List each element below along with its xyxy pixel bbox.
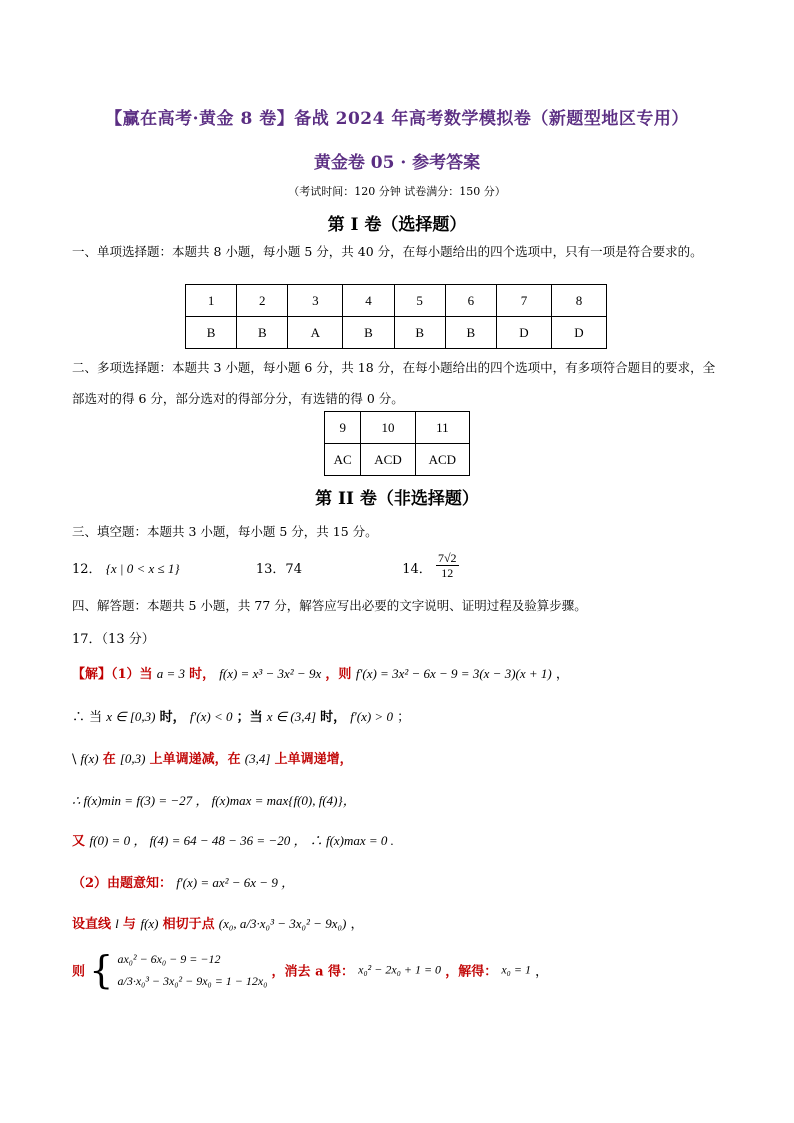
solution-text: ； [397, 710, 411, 725]
table-row [186, 285, 607, 317]
solution-line-2 [72, 706, 410, 725]
table-cell: B [343, 317, 394, 349]
exam-meta: （考试时间：120 分钟 试卷满分：150 分） [288, 185, 506, 198]
table-cell: 6 [445, 285, 496, 317]
solution-text: \ [72, 752, 81, 767]
table-cell: ACD [415, 444, 469, 476]
part1-heading: 第 I 卷（选择题） [327, 215, 467, 235]
solution-text: ；当 [236, 710, 263, 725]
solution-line-7 [72, 913, 363, 932]
solution-text: ， [535, 964, 549, 980]
solution-text: ∴ 当 [72, 710, 103, 725]
q14-denominator: 12 [441, 566, 454, 580]
math-expr: ∴ f(x)min = f(3) = −27 ， f(x)max = max{f(0), f(4)}， [72, 793, 356, 808]
solution-text: 相切于点 [162, 917, 215, 932]
math-expr: x ∈ [0,3) [106, 709, 156, 724]
table-cell: 1 [186, 285, 237, 317]
q14-numerator: 7√2 [437, 551, 457, 565]
table-row [325, 444, 470, 476]
system-brace: { [89, 948, 114, 992]
math-expr: f(x) = x³ − 3x² − 9x [219, 666, 322, 681]
solution-line-5 [72, 830, 394, 849]
multi-choice-table [324, 411, 470, 476]
table-cell: B [237, 317, 288, 349]
fill-answers [72, 551, 459, 580]
math-expr: a = 3 [156, 666, 185, 681]
math-expr: f′(x) < 0 [189, 709, 233, 724]
solve-intro: 四、解答题：本题共 5 小题，共 77 分，解答应写出必要的文字说明、证明过程及验算步骤。 [72, 598, 587, 613]
table-cell: B [445, 317, 496, 349]
solution-tag: 设直线 [72, 917, 112, 932]
math-expr: x ∈ (3,4] [266, 709, 316, 724]
part2-heading: 第 II 卷（非选择题） [315, 489, 479, 509]
single-choice-intro: 一、单项选择题：本题共 8 小题，每小题 5 分，共 40 分，在每小题给出的四个选项中，只有一项是符合要求的。 [72, 244, 703, 259]
q14-label: 14． [402, 562, 432, 577]
table-cell: ACD [361, 444, 415, 476]
fill-intro: 三、填空题：本题共 3 小题，每小题 5 分，共 15 分。 [72, 524, 378, 539]
math-expr: l [115, 916, 119, 931]
table-cell: 4 [343, 285, 394, 317]
solution-text: 则 [72, 964, 86, 980]
math-expr: x₀ = 1 [501, 962, 531, 977]
solution-tag: 【解】（1）当 [72, 667, 153, 682]
q14-fraction [436, 551, 459, 580]
table-row [325, 412, 470, 444]
q13-answer: 13．74 [255, 562, 302, 577]
math-expr: a/3·x₀³ − 3x₀² − 9x₀ = 1 − 12x₀ [117, 974, 268, 988]
table-cell: 3 [288, 285, 343, 317]
math-expr: (x₀, a/3·x₀³ − 3x₀² − 9x₀) [218, 916, 347, 931]
multi-choice-intro: 二、多项选择题：本题共 3 小题，每小题 6 分，共 18 分，在每小题给出的四个选项中，有多项符合题目的要求，全部选对的得 6 分，部分选对的得部分分，有选错的得 0 分。 [72, 360, 716, 406]
table-cell: B [186, 317, 237, 349]
solution-text: 上单调递增， [274, 752, 353, 767]
solution-text: 上单调递减，在 [149, 752, 241, 767]
table-cell: 9 [325, 412, 361, 444]
math-expr: (3,4] [244, 751, 271, 766]
table-cell: 8 [551, 285, 606, 317]
solution-text: 时， [189, 667, 216, 682]
math-expr: f′(x) = 3x² − 6x − 9 = 3(x − 3)(x + 1) [355, 666, 552, 681]
solution-line-8 [72, 948, 548, 992]
page-subtitle: 黄金卷 05 · 参考答案 [313, 153, 481, 173]
math-expr: f(0) = 0 ， f(4) = 64 − 48 − 36 = −20 ， ∴ f(x)max = 0 . [89, 833, 394, 848]
q12-label: 12． [72, 562, 102, 577]
solution-text: 时， [159, 710, 186, 725]
solution-text: 时， [320, 710, 347, 725]
solution-text: ， [555, 667, 569, 682]
solution-text: 与 [122, 917, 141, 932]
math-expr: f′(x) > 0 [350, 709, 393, 724]
math-expr: f(x) [140, 916, 159, 931]
solution-line-3 [72, 748, 353, 767]
math-expr: f(x) [80, 751, 99, 766]
solution-line-4 [72, 790, 356, 809]
solution-text: 在 [102, 752, 116, 767]
solution-text: 又 [72, 834, 90, 849]
math-expr: ax₀² − 6x₀ − 9 = −12 [117, 952, 221, 966]
solution-tag: （2）由题意知： [72, 876, 173, 891]
solution-text: ， [350, 917, 364, 932]
table-cell: D [496, 317, 551, 349]
table-cell: 5 [394, 285, 445, 317]
solution-text: ，则 [325, 667, 356, 682]
table-cell: 2 [237, 285, 288, 317]
page-title: 【赢在高考·黄金 8 卷】备战 2024 年高考数学模拟卷（新题型地区专用） [105, 109, 689, 129]
table-cell: B [394, 317, 445, 349]
solution-text: ，解得： [445, 964, 498, 980]
table-cell: 11 [415, 412, 469, 444]
solution-line-1 [72, 663, 569, 682]
equation-system [117, 948, 267, 992]
table-cell: A [288, 317, 343, 349]
single-choice-table [185, 284, 607, 349]
table-cell: D [551, 317, 606, 349]
table-cell: 7 [496, 285, 551, 317]
solution-line-6 [72, 872, 294, 891]
table-cell: AC [325, 444, 361, 476]
table-row [186, 317, 607, 349]
solution-text: ，消去 a 得： [271, 964, 355, 980]
q12-answer: {x | 0 < x ≤ 1} [105, 561, 180, 576]
q17-header: 17．（13 分） [72, 632, 155, 647]
table-cell: 10 [361, 412, 415, 444]
math-expr: [0,3) [119, 751, 146, 766]
math-expr: x₀² − 2x₀ + 1 = 0 [358, 962, 442, 977]
math-expr: f′(x) = ax² − 6x − 9 ， [176, 875, 295, 890]
